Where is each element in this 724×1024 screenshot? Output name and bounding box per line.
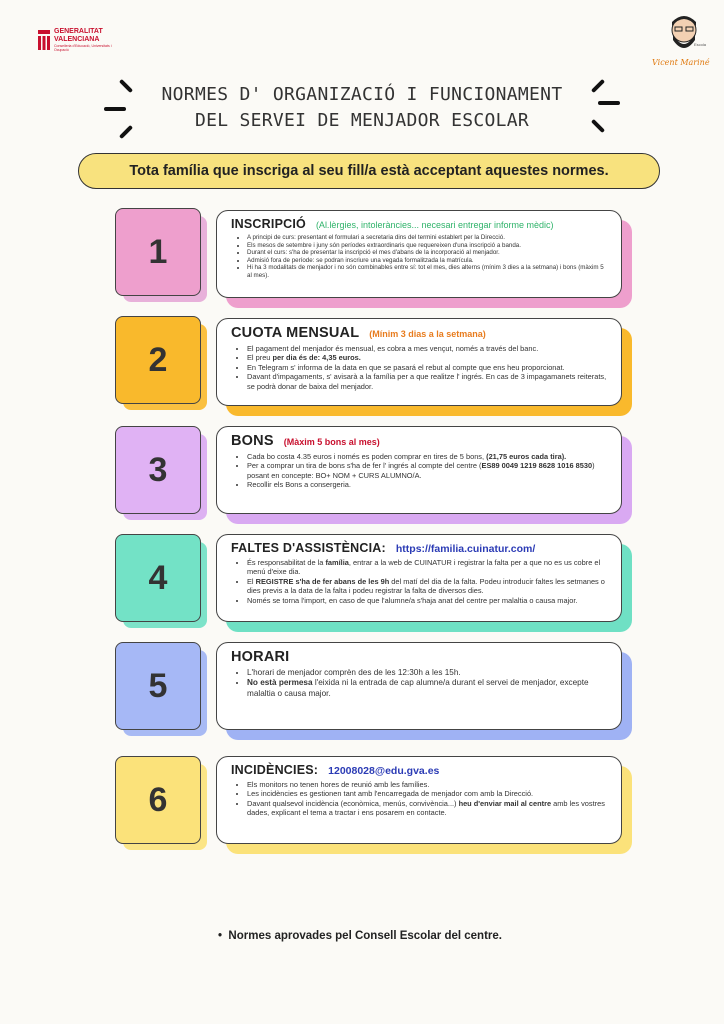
section-card [216, 210, 622, 298]
section-number: 5 [115, 642, 201, 730]
rule-text: Cada bo costa 4.35 euros i només es poden comprar en tires de 5 bons, [247, 452, 487, 461]
section-header [231, 217, 609, 231]
section-number: 3 [115, 426, 201, 514]
section-card [216, 534, 622, 622]
rule-text: El [247, 576, 256, 586]
section-note: (Màxim 5 bons al mes) [283, 437, 380, 447]
rule-item [247, 799, 609, 818]
rule-emphasis: heu d'enviar mail al centre [458, 798, 552, 808]
section-header [231, 541, 609, 555]
rule-item [247, 577, 609, 596]
rules-list [231, 558, 609, 605]
section-card [216, 642, 622, 730]
rule-item [247, 461, 609, 480]
rule-text: Per a comprar un tira de bons s'ha de fer l' ingrés al compte del centre ( [247, 461, 482, 471]
logo-text: GENERALITAT VALENCIANA [54, 28, 103, 43]
rule-item: • L'horari de menjador comprèn des de les 12:30h a les 15h. [247, 668, 609, 678]
rule-item [247, 353, 609, 362]
rule-item: • Durant el curs: s'ha de presentar la inscripció el mes d'abans de la incorporació al menjador. [247, 249, 609, 257]
rule-item: • Els monitors no tenen hores de reunió amb les famílies. [247, 780, 609, 789]
rule-text: del matí del dia de la falta. Podeu introducir faltes les setmanes o dies previs a la data de la falta i podeu registrar la falta de diversos dies. [247, 576, 605, 596]
section-header [231, 649, 609, 665]
generalitat-emblem-icon [38, 30, 50, 50]
rule-item: • El pagament del menjador és mensual, es cobra a mes vençut, només a través del banc. [247, 344, 609, 353]
rule-emphasis: REGISTRE s'ha de fer abans de les 9h [255, 576, 390, 586]
rule-text: l'eixida ni la entrada de cap alumne/a durant el servei de menjador, excepte malaltia o causa major. [247, 678, 589, 698]
section-number: 6 [115, 756, 201, 844]
rules-list [231, 344, 609, 391]
section-header [231, 433, 609, 449]
logo-subtitle: Conselleria d'Educació, Universitats i Ocupació [54, 44, 112, 52]
section-heading: INCIDÈNCIES: [231, 763, 319, 777]
section-number: 1 [115, 208, 201, 296]
rule-item: • Recollir els Bons a consergeria. [247, 480, 609, 489]
rule-item: • Hi ha 3 modalitats de menjador i no són combinables entre sí: tot el mes, dies alterns (mínim 3 dies a la setmana) i bons (màxim 5 al mes). [247, 264, 609, 279]
rules-list [231, 780, 609, 818]
section-note: (Mínim 3 dias a la setmana) [369, 329, 486, 339]
section-card [216, 426, 622, 514]
page-title: NORMES D' ORGANIZACIÓ I FUNCIONAMENT DEL SERVEI DE MENJADOR ESCOLAR [161, 84, 563, 131]
rule-item [247, 452, 609, 461]
generalitat-logo [38, 28, 118, 60]
author-signature: Vicent Mariné [652, 58, 710, 67]
section-heading: FALTES D'ASSISTÈNCIA: [231, 541, 386, 555]
section-number: 2 [115, 316, 201, 404]
rule-item [247, 558, 609, 577]
rule-item: • Els mesos de setembre i juny són períodes extraordinaris que requereixen d'una inscripció a banda. [247, 242, 609, 250]
rule-item: • Davant d'impagaments, s' avisarà a la família per a que realitze l' ingrés. En cas de 3 impagamanets reiterats, se podrà donar de baixa del menjador. [247, 372, 609, 391]
rule-item: • A principi de curs: presentant el formulari a secretaria dins del termini establert per la Direcció. [247, 234, 609, 242]
section-note: (Al.lèrgies, intoleràncies... necesari entregar informe mèdic) [315, 220, 554, 230]
rule-text: ) posant en concepte: BO+ NOM + CURS ALUMNO/A. [247, 461, 595, 480]
rule-item: • Les incidències es gestionen tant amb l'encarregada de menjador com amb la Direcció. [247, 789, 609, 798]
section-note[interactable]: 12008028@edu.gva.es [328, 765, 440, 777]
section-heading: HORARI [231, 649, 290, 665]
author-portrait-icon [660, 14, 708, 58]
rule-item [247, 678, 609, 699]
acceptance-banner: Tota família que inscriga al seu fill/a està acceptant aquestes normes. [78, 153, 660, 189]
footer-note: • Normes aprovades pel Consell Escolar del centre. [218, 930, 502, 942]
rules-list [231, 668, 609, 699]
rule-item: • Admisió fora de període: se podran inscriure una vegada formalitzada la matrícula. [247, 257, 609, 265]
section-heading: CUOTA MENSUAL [231, 325, 360, 341]
rule-emphasis: per dia és de: 4,35 euros. [272, 353, 361, 363]
rule-emphasis: família [325, 558, 349, 567]
rule-text: Davant qualsevol incidència (econòmica, menús, convivència...) [247, 798, 459, 808]
rule-emphasis: ES89 0049 1219 8628 1016 8530 [481, 461, 593, 471]
section-heading: BONS [231, 433, 274, 449]
rule-emphasis: (21,75 euros cada tira). [486, 452, 567, 461]
section-card [216, 756, 622, 844]
rule-item: • Només se torna l'import, en caso de que l'alumne/a s'haja anat del centre per malaltia o causa major. [247, 596, 609, 605]
section-header [231, 763, 609, 777]
author-tag: Escola [694, 42, 707, 47]
section-note[interactable]: https://familia.cuinatur.com/ [395, 543, 536, 555]
rule-text: amb les vostres dades, explicant el tema a tractar i ens posarem en contacte. [247, 798, 605, 818]
bullet-icon: • [218, 930, 229, 942]
rule-item: • En Telegram s' informa de la data en que se pasará el rebut al compte que ens heu proporcionat. [247, 363, 609, 372]
rule-text: El preu [247, 353, 273, 363]
rule-text: , entrar a la web de CUINATUR i registrar la falta per a que no es us cobre el menú d'eixe dia. [247, 558, 601, 577]
rule-emphasis: No està permesa [247, 678, 313, 688]
rules-list [231, 234, 609, 280]
section-header [231, 325, 609, 341]
author-avatar [650, 14, 718, 72]
section-heading: INSCRIPCIÓ [231, 217, 306, 231]
section-number: 4 [115, 534, 201, 622]
section-card [216, 318, 622, 406]
rule-text: És responsabilitat de la [247, 558, 326, 567]
rules-list [231, 452, 609, 490]
